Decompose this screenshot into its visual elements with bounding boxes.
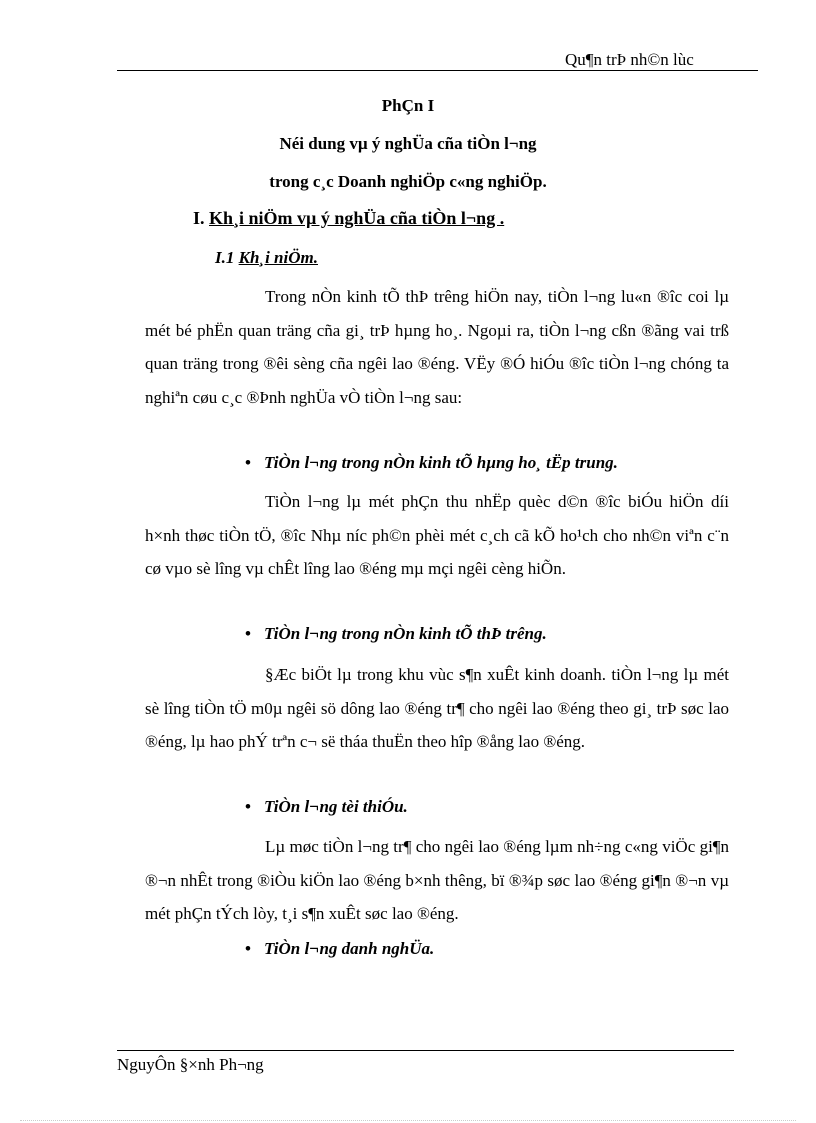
- bullet-dot-icon: •: [245, 939, 251, 958]
- bullet-nominal-wage: [245, 939, 434, 959]
- bullet-minimum-wage: [245, 797, 408, 817]
- bullet-dot-icon: •: [245, 797, 251, 816]
- subsection-number: I.1: [215, 248, 235, 267]
- bullet-text: TiÒn l¬ng trong nÒn kinh tÕ hµng ho¸ tËp trung.: [264, 453, 618, 472]
- bullet-dot-icon: •: [245, 624, 251, 643]
- paragraph-market: §Æc biÖt lµ trong khu vùc s¶n xuÊt kinh doanh. tiÒn l¬ng lµ mét sè lîng tiÒn tÖ m0µ ngêi sö dông lao ®éng tr¶ cho ngêi lao ®éng theo gi¸ trÞ søc lao ®éng, lµ hao phÝ trªn c¬ së tháa thuËn theo hîp ®ång lao ®éng.: [145, 665, 729, 751]
- footer-author: NguyÔn §×nh Ph¬ng: [117, 1055, 264, 1074]
- paragraph-central: TiÒn l¬ng lµ mét phÇn thu nhËp quèc d©n ®îc biÓu hiÖn díi h×nh thøc tiÒn tÖ, ®îc Nhµ níc ph©n phèi mét c¸ch cã kÕ ho¹ch cho nh©n viªn c¨n cø vµo sè lîng vµ chÊt lîng lao ®éng mµ mçi ngêi cèng hiÕn.: [145, 492, 729, 578]
- section-heading: [193, 208, 504, 229]
- subsection-title: Kh¸i niÖm.: [238, 248, 318, 267]
- bullet-text: TiÒn l¬ng danh nghÜa.: [264, 939, 435, 958]
- chapter-title-line2: trong c¸c Doanh nghiÖp c«ng nghiÖp.: [269, 172, 547, 191]
- chapter-title-line1: Néi dung vµ ý nghÜa cña tiÒn l¬ng: [279, 134, 537, 153]
- bullet-market-economy: [245, 624, 547, 644]
- chapter-label: PhÇn I: [381, 96, 435, 115]
- header-title: Qu¶n trÞ nh©n lùc: [565, 50, 694, 69]
- subsection-heading: [215, 248, 318, 268]
- page-edge: [20, 1120, 796, 1121]
- footer-divider: [117, 1050, 734, 1051]
- header-divider: [117, 70, 758, 71]
- bullet-dot-icon: •: [245, 453, 251, 472]
- section-number: I.: [193, 208, 205, 228]
- paragraph-minimum: Lµ møc tiÒn l¬ng tr¶ cho ngêi lao ®éng lµm nh÷ng c«ng viÖc gi¶n ®¬n nhÊt trong ®iÒu kiÖn lao ®éng b×nh thêng, bï ®¾p søc lao ®éng gi¶n ®¬n vµ mét phÇn tÝch lòy, t¸i s¶n xuÊt søc lao ®éng.: [145, 837, 729, 923]
- bullet-text: TiÒn l¬ng trong nÒn kinh tÕ thÞ trêng.: [264, 624, 547, 643]
- paragraph-intro: Trong nÒn kinh tÕ thÞ trêng hiÖn nay, tiÒn l¬ng lu«n ®îc coi lµ mét bé phËn quan träng cña gi¸ trÞ hµng ho¸. Ngoµi ra, tiÒn l¬ng cßn ®ãng vai trß quan träng trong ®êi sèng cña ngêi lao ®éng. VËy ®Ó hiÓu ®îc tiÒn l¬ng chóng ta nghiªn cøu c¸c ®Þnh nghÜa vÒ tiÒn l¬ng sau:: [145, 287, 729, 407]
- section-title: Kh¸i niÖm vµ ý nghÜa cña tiÒn l¬ng .: [209, 208, 505, 228]
- bullet-text: TiÒn l¬ng tèi thiÓu.: [264, 797, 408, 816]
- bullet-central-economy: [245, 453, 618, 473]
